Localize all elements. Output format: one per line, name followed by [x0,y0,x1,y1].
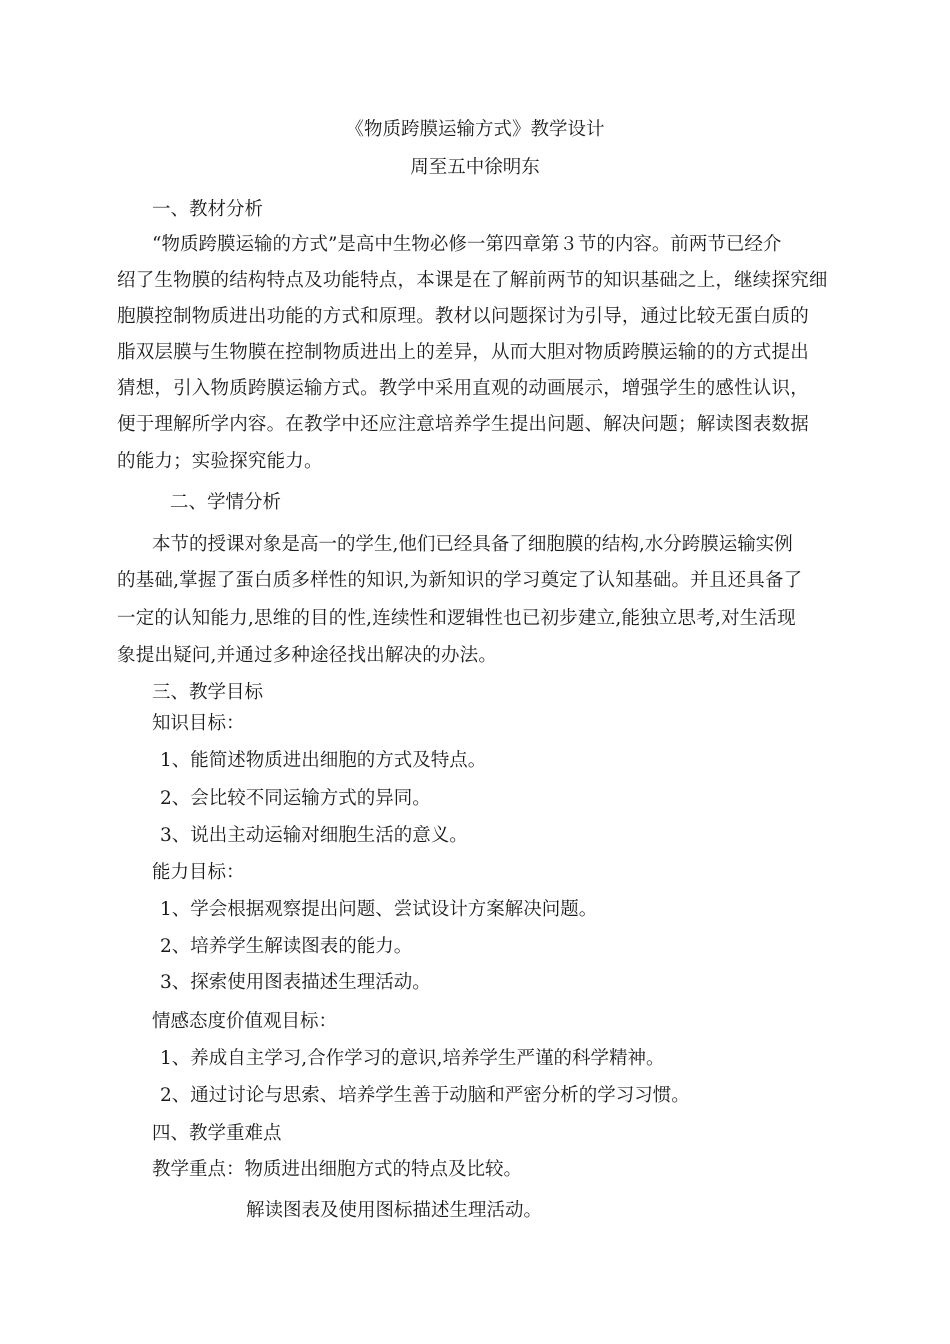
objective-item: 2、通过讨论与思索、培养学生善于动脑和严密分析的学习习惯。 [160,1085,690,1106]
section-heading-student-analysis: 二、学情分析 [170,492,282,513]
objective-item: 2、培养学生解读图表的能力。 [160,936,413,957]
paragraph-line: “物质跨膜运输的方式”是高中生物必修一第四章第３节的内容。前两节已经介 [152,234,782,255]
paragraph-line: 胞膜控制物质进出功能的方式和原理。教材以问题探讨为引导，通过比较无蛋白质的 [117,306,809,327]
section-heading-teaching-objectives: 三、教学目标 [152,682,264,703]
ability-objectives-label: 能力目标： [152,862,245,883]
objective-item: 3、探索使用图表描述生理活动。 [160,972,431,993]
objective-item: 1、学会根据观察提出问题、尝试设计方案解决问题。 [160,899,598,920]
document-author: 周至五中徐明东 [410,157,540,178]
paragraph-line: 猜想，引入物质跨膜运输方式。教学中采用直观的动画展示，增强学生的感性认识， [117,378,809,399]
paragraph-line: 脂双层膜与生物膜在控制物质进出上的差异，从而大胆对物质跨膜运输的的方式提出 [117,342,809,363]
paragraph-line: 便于理解所学内容。在教学中还应注意培养学生提出问题、解决问题；解读图表数据 [117,414,809,435]
paragraph-line: 绍了生物膜的结构特点及功能特点，本课是在了解前两节的知识基础之上，继续探究细 [117,270,828,291]
document-title: 《物质跨膜运输方式》教学设计 [345,119,605,140]
section-heading-key-points: 四、教学重难点 [152,1123,282,1144]
emotion-objectives-label: 情感态度价值观目标： [152,1011,338,1032]
objective-item: 3、说出主动运输对细胞生活的意义。 [160,825,468,846]
paragraph-line: 本节的授课对象是高一的学生,他们已经具备了细胞膜的结构,水分跨膜运输实例 [152,534,793,555]
objective-item: 2、会比较不同运输方式的异同。 [160,788,431,809]
teaching-key-point: 教学重点：物质进出细胞方式的特点及比较。 [152,1159,523,1180]
objective-item: 1、养成自主学习,合作学习的意识,培养学生严谨的科学精神。 [160,1048,665,1069]
paragraph-line: 的能力；实验探究能力。 [117,451,323,472]
paragraph-line: 一定的认知能力,思维的目的性,连续性和逻辑性也已初步建立,能独立思考,对生活现 [117,608,796,629]
teaching-key-point-continued: 解读图表及使用图标描述生理活动。 [246,1200,543,1221]
paragraph-line: 的基础,掌握了蛋白质多样性的知识,为新知识的学习奠定了认知基础。并且还具备了 [117,570,803,591]
paragraph-line: 象提出疑问,并通过多种途径找出解决的办法。 [117,645,498,666]
objective-item: 1、能简述物质进出细胞的方式及特点。 [160,750,487,771]
section-heading-textbook-analysis: 一、教材分析 [152,199,264,220]
knowledge-objectives-label: 知识目标： [152,713,245,734]
